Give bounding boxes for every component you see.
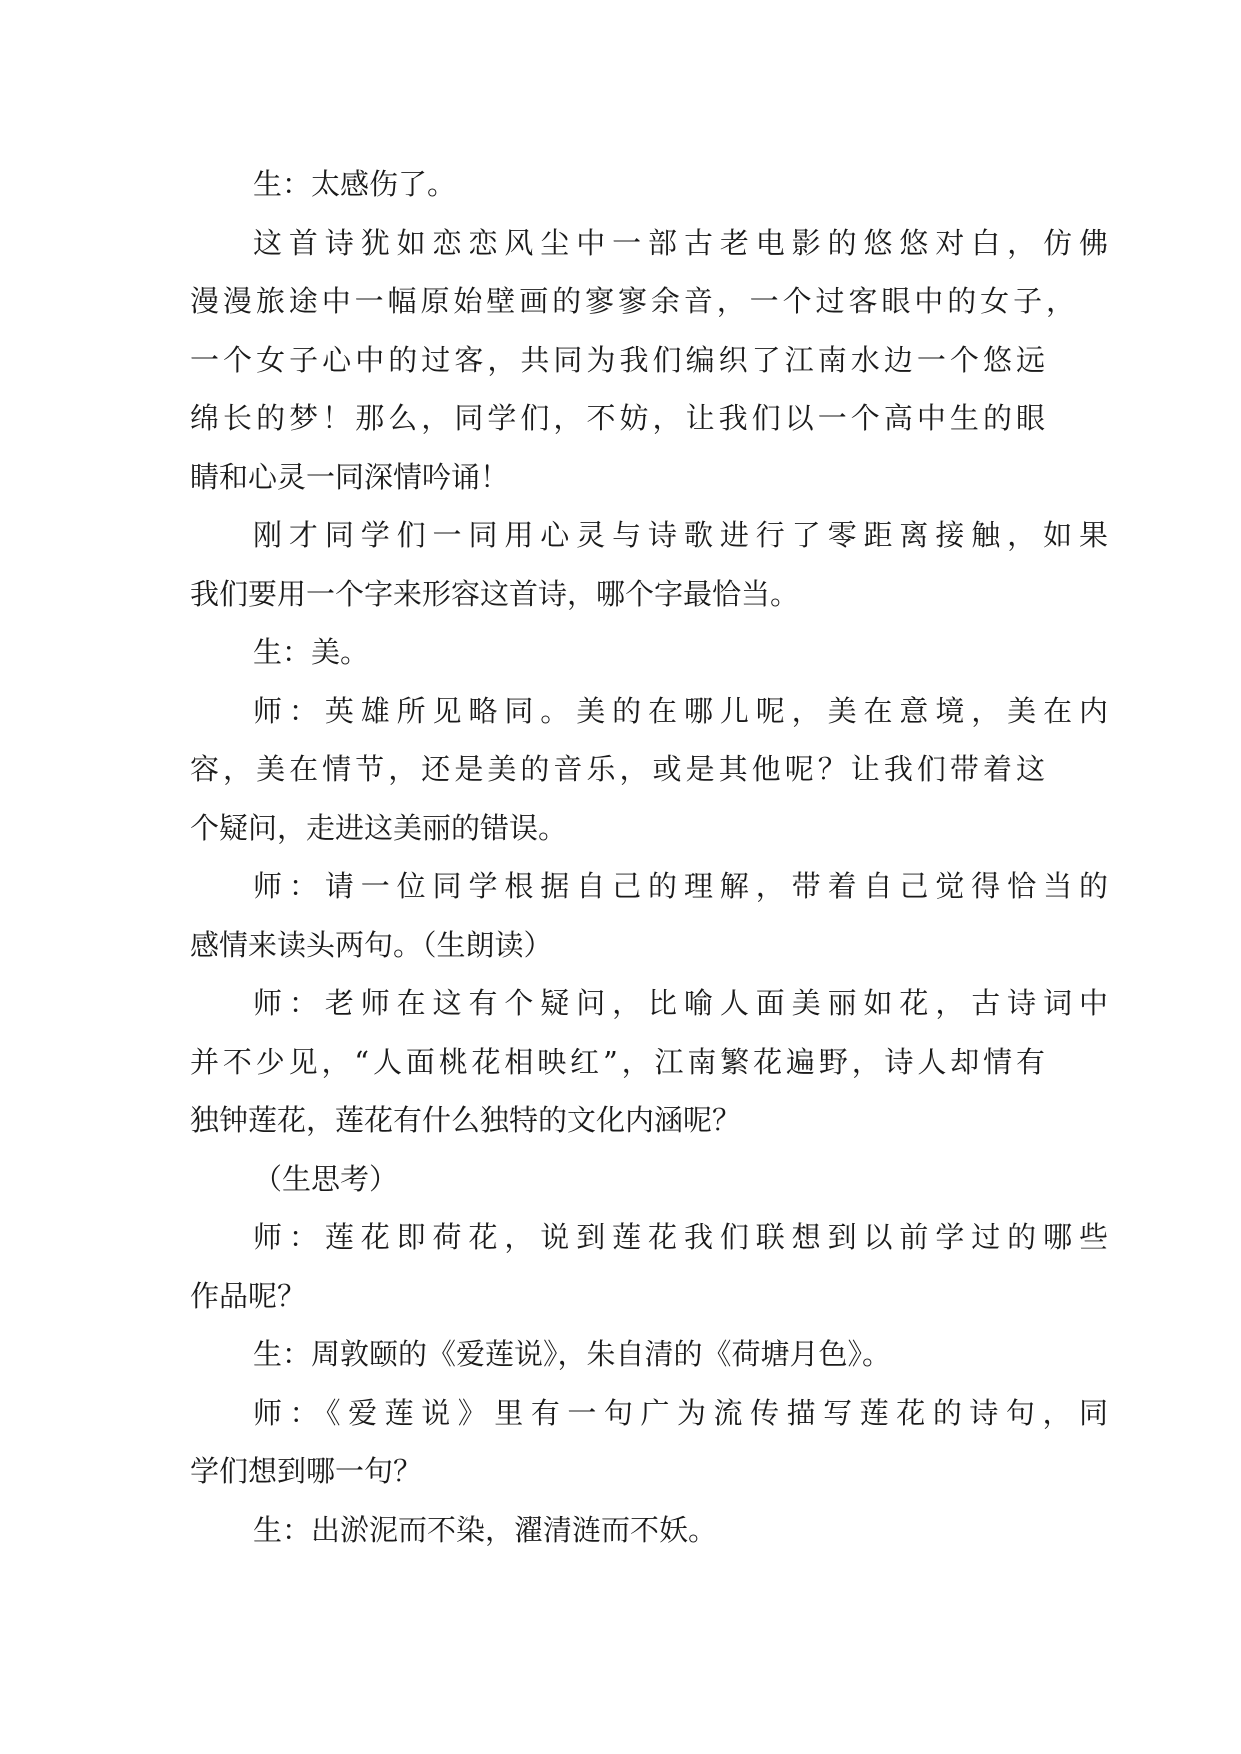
paragraph-line: 这首诗犹如恋恋风尘中一部古老电影的悠悠对白，仿佛 xyxy=(253,225,1108,260)
paragraph-line: 独钟莲花，莲花有什么独特的文化内涵呢？ xyxy=(190,1103,742,1137)
paragraph-line: 感情来读头两句。（生朗读） xyxy=(190,927,553,962)
paragraph-line: （生思考） xyxy=(253,1161,399,1196)
paragraph-line: 睛和心灵一同深情吟诵！ xyxy=(190,459,510,494)
paragraph-line: 刚才同学们一同用心灵与诗歌进行了零距离接触，如果 xyxy=(253,518,1108,552)
paragraph-line: 师：《爱莲说》里有一句广为流传描写莲花的诗句，同 xyxy=(253,1395,1108,1430)
paragraph-line: 我们要用一个字来形容这首诗，哪个字最恰当。 xyxy=(190,576,800,611)
paragraph-line: 师：老师在这有个疑问，比喻人面美丽如花，古诗词中 xyxy=(253,986,1108,1020)
paragraph-line: 生：美。 xyxy=(253,635,370,669)
paragraph-line: 生：太感伤了。 xyxy=(253,167,457,201)
paragraph-line: 学们想到哪一句？ xyxy=(190,1454,423,1488)
paragraph-line: 生：周敦颐的《爱莲说》，朱自清的《荷塘月色》。 xyxy=(253,1337,892,1371)
paragraph-line: 漫漫旅途中一幅原始壁画的寥寥余音，一个过客眼中的女子， xyxy=(190,284,1075,318)
paragraph-line: 师：英雄所见略同。美的在哪儿呢，美在意境，美在内 xyxy=(253,693,1108,728)
paragraph-line: 容，美在情节，还是美的音乐，或是其他呢？让我们带着这 xyxy=(190,752,1045,786)
paragraph-line: 作品呢？ xyxy=(190,1278,307,1313)
paragraph-line: 师：莲花即荷花，说到莲花我们联想到以前学过的哪些 xyxy=(253,1220,1108,1254)
paragraph-line: 一个女子心中的过客，共同为我们编织了江南水边一个悠远 xyxy=(190,342,1045,377)
document-body xyxy=(190,155,1108,1559)
paragraph-line: 并不少见，“人面桃花相映红”，江南繁花遍野，诗人却情有 xyxy=(190,1044,1045,1079)
paragraph-line: 绵长的梦！那么，同学们，不妨，让我们以一个高中生的眼 xyxy=(190,401,1045,435)
paragraph-line: 生：出淤泥而不染，濯清涟而不妖。 xyxy=(253,1512,718,1547)
paragraph-line: 师：请一位同学根据自己的理解，带着自己觉得恰当的 xyxy=(253,869,1108,903)
paragraph-line: 个疑问，走进这美丽的错误。 xyxy=(190,810,568,845)
